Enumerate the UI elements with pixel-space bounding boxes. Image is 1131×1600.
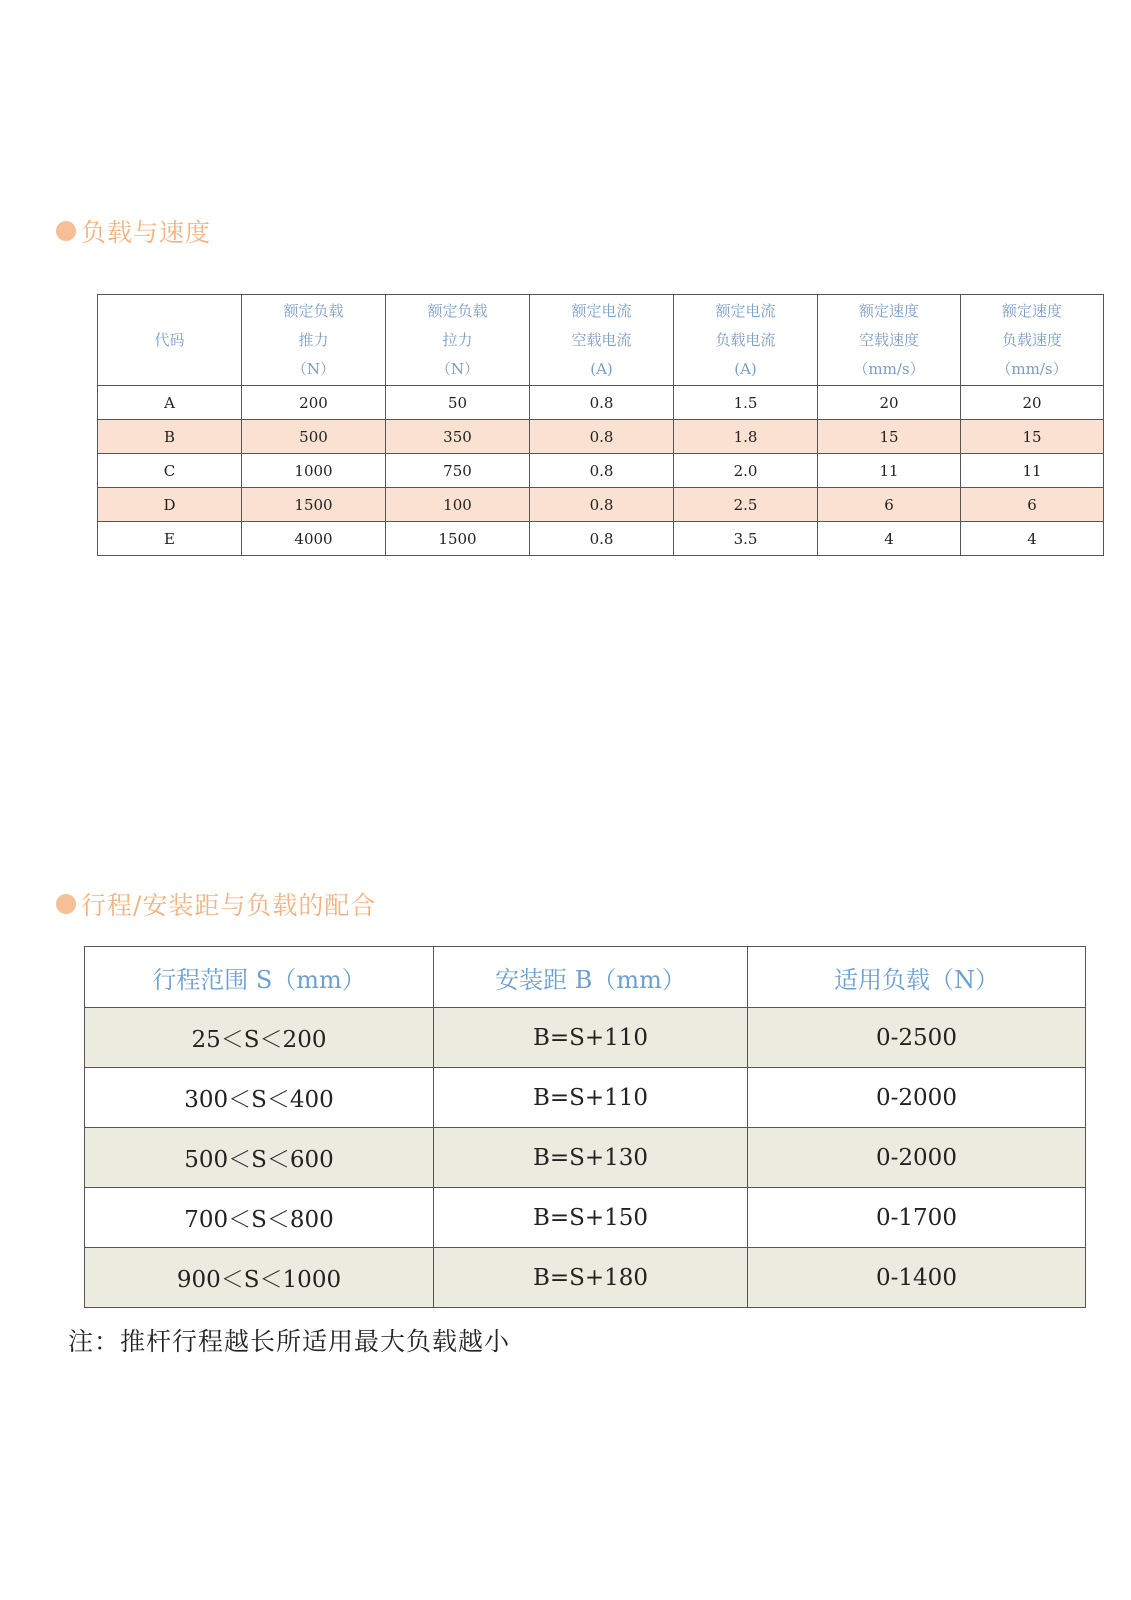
- column-header-line: 额定电流: [571, 301, 632, 320]
- column-header-line: 额定负载: [283, 301, 344, 320]
- table-cell: 11: [961, 454, 1104, 488]
- column-header-line: 代码: [154, 330, 185, 349]
- table-row: [98, 488, 1104, 522]
- column-header: [961, 295, 1104, 386]
- table-cell: 2.0: [674, 454, 818, 488]
- column-header: [98, 295, 242, 386]
- table-cell: 100: [386, 488, 530, 522]
- table-cell: 15: [961, 420, 1104, 454]
- table-row: [85, 1188, 1086, 1248]
- table-cell: B=S+110: [434, 1068, 748, 1128]
- column-header-line: 额定速度: [1001, 301, 1062, 320]
- column-header-line: （N）: [291, 359, 336, 378]
- column-header-line: 额定负载: [427, 301, 488, 320]
- table-cell: 0.8: [530, 522, 674, 556]
- table-cell: 1500: [386, 522, 530, 556]
- table-cell: 20: [818, 386, 961, 420]
- table-cell: 200: [242, 386, 386, 420]
- table-cell: 4: [818, 522, 961, 556]
- bullet-dot-icon: [56, 221, 76, 241]
- column-header-line: 负载速度: [1001, 330, 1062, 349]
- table-cell: 500: [242, 420, 386, 454]
- column-header: 行程范围 S（mm）: [85, 947, 434, 1008]
- table-cell: 1.8: [674, 420, 818, 454]
- table-cell: 3.5: [674, 522, 818, 556]
- table-cell: 0-1700: [748, 1188, 1086, 1248]
- table-cell: 0-1400: [748, 1248, 1086, 1308]
- table-cell: 350: [386, 420, 530, 454]
- table-cell: B: [98, 420, 242, 454]
- table-cell: 0.8: [530, 420, 674, 454]
- column-header-line: （mm/s）: [853, 359, 925, 378]
- table-cell: B=S+130: [434, 1128, 748, 1188]
- table-cell: 0.8: [530, 386, 674, 420]
- table-cell: 4: [961, 522, 1104, 556]
- table-cell: 4000: [242, 522, 386, 556]
- table-cell: 0-2000: [748, 1068, 1086, 1128]
- column-header-line: 空载电流: [571, 330, 632, 349]
- table-cell: B=S+110: [434, 1008, 748, 1068]
- table-cell: 750: [386, 454, 530, 488]
- table-row: [85, 1128, 1086, 1188]
- section-title-load-speed: [56, 213, 211, 249]
- footnote: 注：推杆行程越长所适用最大负载越小: [68, 1327, 511, 1356]
- column-header-line: 额定电流: [715, 301, 776, 320]
- table-cell: 1500: [242, 488, 386, 522]
- column-header-line: 额定速度: [858, 301, 919, 320]
- table-cell: B=S+180: [434, 1248, 748, 1308]
- column-header-line: （mm/s）: [996, 359, 1068, 378]
- load-speed-table: [97, 294, 1104, 556]
- table-cell: 1000: [242, 454, 386, 488]
- column-header: [386, 295, 530, 386]
- table-cell: 15: [818, 420, 961, 454]
- table-row: [85, 1008, 1086, 1068]
- column-header-line: 空载速度: [858, 330, 919, 349]
- column-header: [674, 295, 818, 386]
- bullet-dot-icon: [56, 894, 76, 914]
- table-cell: 6: [961, 488, 1104, 522]
- table-cell: 700＜S＜800: [85, 1188, 434, 1248]
- table-cell: 11: [818, 454, 961, 488]
- column-header-line: （N）: [435, 359, 480, 378]
- table-cell: 900＜S＜1000: [85, 1248, 434, 1308]
- table-cell: 0.8: [530, 454, 674, 488]
- table-cell: A: [98, 386, 242, 420]
- table-header-row: [85, 947, 1086, 1008]
- column-header: [530, 295, 674, 386]
- column-header: [818, 295, 961, 386]
- table-cell: 0-2500: [748, 1008, 1086, 1068]
- column-header: 适用负载（N）: [748, 947, 1086, 1008]
- column-header-line: (A): [590, 359, 613, 378]
- table-cell: 6: [818, 488, 961, 522]
- table-cell: C: [98, 454, 242, 488]
- table-cell: E: [98, 522, 242, 556]
- table-row: [98, 386, 1104, 420]
- column-header: 安装距 B（mm）: [434, 947, 748, 1008]
- table-cell: 1.5: [674, 386, 818, 420]
- table-cell: 0-2000: [748, 1128, 1086, 1188]
- stroke-load-table: [84, 946, 1086, 1308]
- table-row: [98, 522, 1104, 556]
- table-cell: 2.5: [674, 488, 818, 522]
- column-header-line: 拉力: [442, 330, 473, 349]
- table-row: [98, 420, 1104, 454]
- table-cell: 25＜S＜200: [85, 1008, 434, 1068]
- column-header-line: 负载电流: [715, 330, 776, 349]
- column-header-line: (A): [734, 359, 757, 378]
- table-cell: D: [98, 488, 242, 522]
- table-cell: 500＜S＜600: [85, 1128, 434, 1188]
- table-cell: 0.8: [530, 488, 674, 522]
- table-cell: 50: [386, 386, 530, 420]
- section-title-stroke-load: [56, 886, 376, 922]
- table-cell: 300＜S＜400: [85, 1068, 434, 1128]
- table-row: [85, 1248, 1086, 1308]
- table-row: [85, 1068, 1086, 1128]
- table-cell: 20: [961, 386, 1104, 420]
- table-cell: B=S+150: [434, 1188, 748, 1248]
- table-header-row: [98, 295, 1104, 386]
- column-header-line: 推力: [298, 330, 329, 349]
- column-header: [242, 295, 386, 386]
- section-title-text: 负载与速度: [81, 218, 212, 247]
- table-row: [98, 454, 1104, 488]
- section-title-text: 行程/安装距与负载的配合: [81, 891, 377, 920]
